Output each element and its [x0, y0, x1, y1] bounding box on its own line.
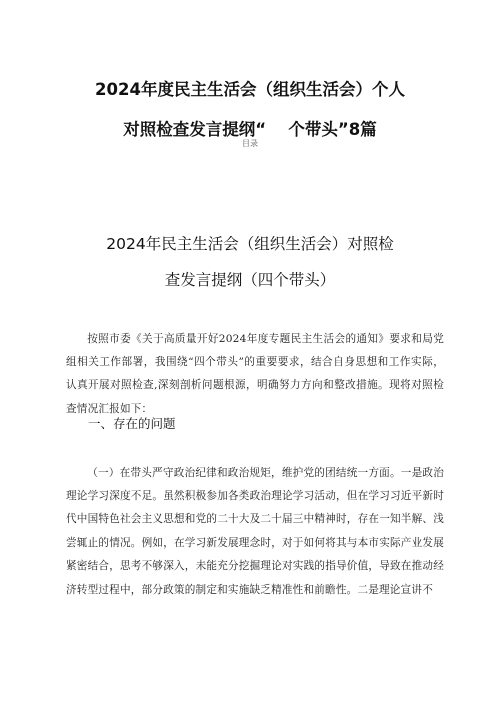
document-title-line-2: 对照检查发言提纲“ 个带头”8篇	[123, 120, 377, 139]
table-of-contents-label: 目录	[242, 139, 258, 148]
document-title-line-1: 2024年度民主生活会（组织生活会）个人	[95, 80, 405, 99]
intro-paragraph: 按照市委《关于高质量开好2024年度专题民主生活会的通知》要求和局党组相关工作部署，我围绕“四个带头”的重要要求，结合自身思想和工作实际，认真开展对照检查,深刻剖析问题根源，明确努力方向和整改措施。现将对照检查情况汇报如下：	[66, 332, 444, 415]
section-heading-problems: 一、存在的问题	[88, 416, 176, 431]
problem-paragraph: （一）在带头严守政治纪律和政治规矩，维护党的团结统一方面。一是政治理论学习深度不足。虽然积极参加各类政治理论学习活动，但在学习习近平新时代中国特色社会主义思想和党的二十大及二十届三中精神时，存在一知半解、浅尝辄止的情况。例如，在学习新发展理念时，对于如何将其与本市实际产业发展紧密结合，思考不够深入，未能充分挖掘理论对实践的指导价值，导致在推动经济转型过程中，部分政策的制定和实施缺乏精准性和前瞻性。二是理论宣讲不	[66, 466, 444, 596]
section-title-line-2: 查发言提纲（四个带头）	[164, 271, 336, 289]
section-title-line-1: 2024年民主生活会（组织生活会）对照检	[106, 235, 394, 253]
